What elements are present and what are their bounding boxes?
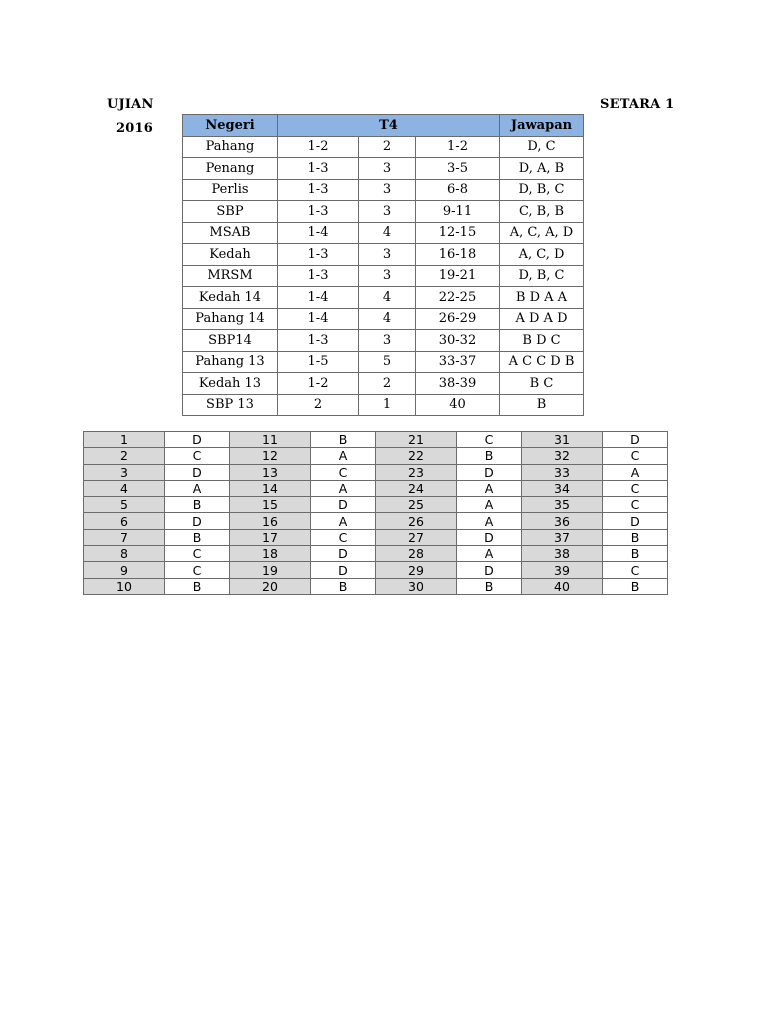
cell-jawapan: D, C <box>500 136 584 158</box>
table-row <box>183 201 584 223</box>
cell-range: 1-3 <box>278 158 359 180</box>
question-number: 28 <box>376 546 457 562</box>
answer-letter: B <box>165 578 230 594</box>
answer-letter: B <box>603 529 668 545</box>
answer-letter: C <box>603 497 668 513</box>
answer-letter: B <box>165 497 230 513</box>
cell-questions: 3-5 <box>416 158 500 180</box>
cell-negeri: Pahang <box>183 136 278 158</box>
answer-letter: A <box>457 497 522 513</box>
answer-letter: A <box>457 480 522 496</box>
cell-count: 3 <box>359 330 416 352</box>
column-header-negeri: Negeri <box>183 115 278 137</box>
cell-negeri: Kedah 13 <box>183 373 278 395</box>
cell-count: 2 <box>359 136 416 158</box>
grid-row <box>84 578 668 594</box>
table-row <box>183 330 584 352</box>
question-number: 31 <box>522 432 603 448</box>
grid-row <box>84 513 668 529</box>
answer-letter: B <box>603 546 668 562</box>
answer-grid <box>83 431 668 595</box>
question-number: 33 <box>522 464 603 480</box>
table-header-row <box>183 115 584 137</box>
cell-count: 5 <box>359 351 416 373</box>
answer-letter: D <box>165 464 230 480</box>
question-number: 15 <box>230 497 311 513</box>
question-number: 18 <box>230 546 311 562</box>
paper-set-label: SETARA 1 <box>600 97 675 112</box>
answer-letter: C <box>603 480 668 496</box>
answer-letter: B <box>311 432 376 448</box>
table-row <box>183 158 584 180</box>
cell-negeri: Kedah 14 <box>183 287 278 309</box>
cell-range: 1-3 <box>278 265 359 287</box>
question-number: 29 <box>376 562 457 578</box>
question-number: 10 <box>84 578 165 594</box>
cell-negeri: Pahang 13 <box>183 351 278 373</box>
question-number: 16 <box>230 513 311 529</box>
question-number: 11 <box>230 432 311 448</box>
answer-letter: C <box>165 546 230 562</box>
cell-range: 1-3 <box>278 179 359 201</box>
cell-count: 3 <box>359 244 416 266</box>
cell-questions: 40 <box>416 394 500 416</box>
cell-range: 1-2 <box>278 136 359 158</box>
cell-jawapan: A, C, D <box>500 244 584 266</box>
question-number: 32 <box>522 448 603 464</box>
answer-letter: D <box>457 562 522 578</box>
grid-row <box>84 497 668 513</box>
grid-row <box>84 562 668 578</box>
question-number: 37 <box>522 529 603 545</box>
question-number: 23 <box>376 464 457 480</box>
cell-jawapan: D, B, C <box>500 265 584 287</box>
cell-negeri: MRSM <box>183 265 278 287</box>
table-row <box>183 287 584 309</box>
cell-range: 1-5 <box>278 351 359 373</box>
table-row <box>183 351 584 373</box>
cell-negeri: SBP 13 <box>183 394 278 416</box>
cell-range: 1-4 <box>278 222 359 244</box>
table-row <box>183 394 584 416</box>
answer-letter: B <box>457 448 522 464</box>
answer-letter: D <box>311 546 376 562</box>
cell-negeri: Kedah <box>183 244 278 266</box>
answer-letter: C <box>165 448 230 464</box>
cell-jawapan: B D C <box>500 330 584 352</box>
question-number: 12 <box>230 448 311 464</box>
cell-questions: 12-15 <box>416 222 500 244</box>
grid-row <box>84 529 668 545</box>
cell-negeri: Pahang 14 <box>183 308 278 330</box>
question-number: 26 <box>376 513 457 529</box>
cell-range: 1-3 <box>278 201 359 223</box>
answer-letter: D <box>165 432 230 448</box>
cell-questions: 30-32 <box>416 330 500 352</box>
question-number: 21 <box>376 432 457 448</box>
question-number: 3 <box>84 464 165 480</box>
cell-range: 1-3 <box>278 244 359 266</box>
table-row <box>183 265 584 287</box>
cell-jawapan: B <box>500 394 584 416</box>
cell-jawapan: C, B, B <box>500 201 584 223</box>
answer-letter: B <box>165 529 230 545</box>
question-number: 6 <box>84 513 165 529</box>
answer-letter: A <box>165 480 230 496</box>
cell-count: 3 <box>359 179 416 201</box>
question-number: 35 <box>522 497 603 513</box>
cell-jawapan: A D A D <box>500 308 584 330</box>
cell-range: 2 <box>278 394 359 416</box>
answer-letter: A <box>457 546 522 562</box>
cell-negeri: SBP14 <box>183 330 278 352</box>
answer-letter: D <box>165 513 230 529</box>
answer-letter: D <box>457 464 522 480</box>
cell-jawapan: B C <box>500 373 584 395</box>
exam-year: 2016 <box>116 121 153 136</box>
question-number: 39 <box>522 562 603 578</box>
cell-count: 3 <box>359 158 416 180</box>
cell-negeri: Penang <box>183 158 278 180</box>
state-answer-table <box>182 114 584 416</box>
cell-questions: 22-25 <box>416 287 500 309</box>
answer-letter: A <box>603 464 668 480</box>
question-number: 22 <box>376 448 457 464</box>
question-number: 20 <box>230 578 311 594</box>
answer-letter: C <box>311 464 376 480</box>
cell-questions: 38-39 <box>416 373 500 395</box>
cell-negeri: Perlis <box>183 179 278 201</box>
question-number: 2 <box>84 448 165 464</box>
cell-count: 3 <box>359 201 416 223</box>
grid-row <box>84 464 668 480</box>
table-row <box>183 373 584 395</box>
column-header-t4: T4 <box>278 115 500 137</box>
cell-jawapan: D, B, C <box>500 179 584 201</box>
answer-letter: C <box>311 529 376 545</box>
question-number: 19 <box>230 562 311 578</box>
question-number: 38 <box>522 546 603 562</box>
answer-letter: C <box>603 448 668 464</box>
grid-row <box>84 546 668 562</box>
column-header-jawapan: Jawapan <box>500 115 584 137</box>
cell-questions: 16-18 <box>416 244 500 266</box>
grid-row <box>84 480 668 496</box>
cell-jawapan: D, A, B <box>500 158 584 180</box>
answer-letter: D <box>603 432 668 448</box>
question-number: 9 <box>84 562 165 578</box>
grid-row <box>84 448 668 464</box>
question-number: 25 <box>376 497 457 513</box>
question-number: 30 <box>376 578 457 594</box>
question-number: 24 <box>376 480 457 496</box>
question-number: 36 <box>522 513 603 529</box>
answer-letter: A <box>311 448 376 464</box>
answer-letter: B <box>311 578 376 594</box>
cell-jawapan: B D A A <box>500 287 584 309</box>
question-number: 17 <box>230 529 311 545</box>
cell-questions: 6-8 <box>416 179 500 201</box>
cell-count: 1 <box>359 394 416 416</box>
table-row <box>183 179 584 201</box>
cell-range: 1-4 <box>278 287 359 309</box>
cell-jawapan: A, C, A, D <box>500 222 584 244</box>
cell-count: 3 <box>359 265 416 287</box>
answer-letter: A <box>311 480 376 496</box>
answer-letter: C <box>457 432 522 448</box>
cell-count: 4 <box>359 287 416 309</box>
answer-letter: A <box>457 513 522 529</box>
cell-questions: 33-37 <box>416 351 500 373</box>
answer-letter: D <box>457 529 522 545</box>
cell-count: 2 <box>359 373 416 395</box>
question-number: 1 <box>84 432 165 448</box>
answer-letter: C <box>603 562 668 578</box>
answer-letter: D <box>311 497 376 513</box>
answer-letter: B <box>457 578 522 594</box>
answer-letter: D <box>603 513 668 529</box>
cell-range: 1-2 <box>278 373 359 395</box>
grid-row <box>84 432 668 448</box>
question-number: 5 <box>84 497 165 513</box>
question-number: 7 <box>84 529 165 545</box>
question-number: 13 <box>230 464 311 480</box>
table-row <box>183 244 584 266</box>
table-row <box>183 136 584 158</box>
table-row <box>183 308 584 330</box>
question-number: 14 <box>230 480 311 496</box>
cell-questions: 26-29 <box>416 308 500 330</box>
answer-letter: D <box>311 562 376 578</box>
answer-letter: C <box>165 562 230 578</box>
cell-questions: 19-21 <box>416 265 500 287</box>
exam-label: UJIAN <box>107 97 154 112</box>
cell-questions: 1-2 <box>416 136 500 158</box>
question-number: 27 <box>376 529 457 545</box>
cell-count: 4 <box>359 222 416 244</box>
cell-count: 4 <box>359 308 416 330</box>
answer-letter: B <box>603 578 668 594</box>
question-number: 34 <box>522 480 603 496</box>
cell-range: 1-3 <box>278 330 359 352</box>
question-number: 4 <box>84 480 165 496</box>
table-row <box>183 222 584 244</box>
question-number: 8 <box>84 546 165 562</box>
question-number: 40 <box>522 578 603 594</box>
cell-negeri: MSAB <box>183 222 278 244</box>
answer-letter: A <box>311 513 376 529</box>
cell-negeri: SBP <box>183 201 278 223</box>
cell-jawapan: A C C D B <box>500 351 584 373</box>
cell-range: 1-4 <box>278 308 359 330</box>
cell-questions: 9-11 <box>416 201 500 223</box>
